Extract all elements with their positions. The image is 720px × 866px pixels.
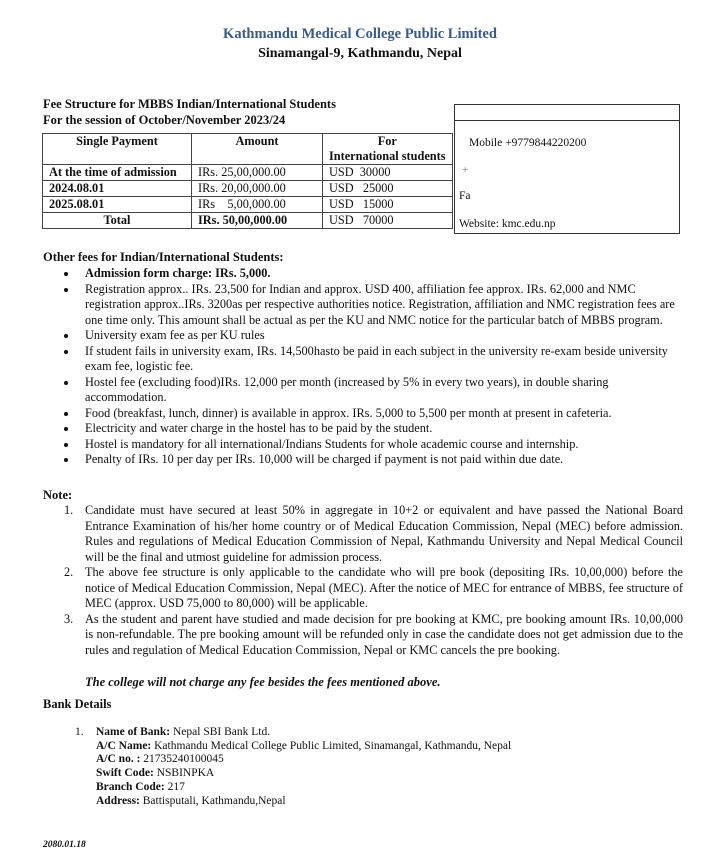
account-name: A/C Name: Kathmandu Medical College Public Limited, Sinamangal, Kathmandu, Nepal [96, 739, 512, 752]
note-number: 1. [64, 503, 74, 517]
college-address: Sinamangal-9, Kathmandu, Nepal [258, 46, 462, 61]
payment-cell: At the time of admission [43, 165, 192, 181]
col-amount: Amount [192, 134, 323, 165]
other-fees-heading: Other fees for Indian/International Students: [43, 250, 284, 264]
college-name-title: Kathmandu Medical College Public Limited [223, 26, 497, 42]
amount-cell: IRs. 20,00,000.00 [192, 181, 323, 197]
col-single-payment: Single Payment [43, 134, 192, 165]
bullet-icon [64, 272, 68, 276]
total-label: Total [43, 213, 192, 229]
swift-code: Swift Code: NSBINPKA [96, 767, 215, 780]
list-item: Hostel fee (excluding food)IRs. 12,000 per month (increased by 5% in every two years), in double sharing accommodation. [43, 375, 683, 406]
list-item: Admission form charge: IRs. 5,000. [43, 266, 683, 282]
col-international: For International students [323, 134, 453, 165]
bullet-icon [64, 334, 68, 338]
notes-list [43, 503, 683, 658]
list-item: Penalty of IRs. 10 per day per IRs. 10,000 will be charged if payment is not paid within due date. [43, 452, 683, 468]
bank-item-number: 1. [75, 726, 84, 738]
note-number: 2. [64, 565, 74, 579]
note-number: 3. [64, 611, 74, 626]
amount-cell: IRs. 25,00,000.00 [192, 165, 323, 181]
bullet-icon [64, 288, 68, 292]
note-heading: Note: [43, 488, 73, 502]
payment-cell: 2025.08.01 [43, 197, 192, 213]
total-amount: IRs. 50,00,000.00 [192, 213, 323, 229]
contact-box-divider [455, 120, 679, 121]
list-item: Electricity and water charge in the hostel has to be paid by the student. [43, 421, 683, 437]
fee-table-header [43, 134, 453, 165]
bullet-icon [64, 381, 68, 385]
bank-details-heading: Bank Details [43, 697, 112, 711]
list-item: Food (breakfast, lunch, dinner) is available in approx. IRs. 5,000 to 5,500 per month at present in cafeteria. [43, 406, 683, 422]
bank-address: Address: Battisputali, Kathmandu,Nepal [96, 794, 286, 807]
other-fees-list [43, 266, 683, 468]
bullet-icon [64, 350, 68, 354]
bullet-icon [64, 427, 68, 431]
fee-table [42, 133, 453, 229]
list-item: 1. Candidate must have secured at least 50% in aggregate in 10+2 or equivalent and have passed the National Board Entrance Examination of his/her home country or of Medical Education Commission, Nepal (MEC) before admission. Rules and regulations of Medical Education Commission of Nepal, Kathmandu University and Nepal Medical Council will be the final and utmost guideline for admission process. [64, 503, 683, 564]
list-item: Registration approx.. IRs. 23,500 for Indian and approx. USD 400, affiliation fee approx. IRs. 62,000 and NMC registration approx..IRs. 3200as per respective authorities notice. Registration, affiliation and NMC registration fees are one time only. This amount shall be actual as per the KU and NMC notice for the particular batch of MBBS program. [43, 282, 683, 329]
list-item: If student fails in university exam, IRs. 14,500hasto be paid in each subject in the university re-exam beside university exam fee, logistic fee. [43, 344, 683, 375]
account-number: A/C no. : 21735240100045 [96, 753, 224, 766]
fee-structure-heading [43, 96, 336, 128]
session-label: For the session of October/November 2023/24 [43, 113, 286, 127]
bank-name: Name of Bank: Nepal SBI Bank Ltd. [96, 726, 271, 738]
bullet-icon [64, 443, 68, 447]
closing-statement: The college will not charge any fee besides the fees mentioned above. [85, 675, 441, 689]
international-cell: USD 30000 [323, 165, 453, 181]
payment-cell: 2024.08.01 [43, 181, 192, 197]
document-date: 2080.01.18 [43, 840, 86, 850]
bullet-icon [64, 458, 68, 462]
fee-structure-title: Fee Structure for MBBS Indian/International Students [43, 97, 336, 111]
table-row [43, 197, 453, 213]
list-item: Hostel is mandatory for all international/Indians Students for whole academic course and internship. [43, 437, 683, 453]
contact-box [454, 104, 680, 234]
list-item: 3. As the student and parent have studied and made decision for pre booking at KMC, pre booking amount IRs. 10,00,000 is non-refundable. The pre booking amount will be refunded only in case the candidate does not get admission due to the rules and regulation of Medical Education Commission, Nepal or KMC cancels the pre booking. [64, 611, 683, 657]
fax-fragment: Fa [459, 190, 471, 202]
phone-fragment: + [462, 164, 469, 176]
bullet-icon [64, 412, 68, 416]
table-row [43, 181, 453, 197]
table-row-total [43, 213, 453, 229]
list-item: University exam fee as per KU rules [43, 328, 683, 344]
total-international: USD 70000 [323, 213, 453, 229]
table-row [43, 165, 453, 181]
branch-code: Branch Code: 217 [96, 780, 185, 793]
international-cell: USD 25000 [323, 181, 453, 197]
website-link[interactable]: Website: kmc.edu.np [459, 218, 556, 230]
list-item: 2. The above fee structure is only applicable to the candidate who will pre book (depositing IRs. 10,00,000) before the notice of Medical Education Commission, Nepal (MEC). After the notice of MEC for entrance of MBBS, fee structure of MEC (approx. USD 75,000 to 80,000) will be applicable. [64, 565, 683, 610]
international-cell: USD 15000 [323, 197, 453, 213]
amount-cell: IRs 5,00,000.00 [192, 197, 323, 213]
mobile-number: Mobile +9779844220200 [469, 137, 587, 149]
